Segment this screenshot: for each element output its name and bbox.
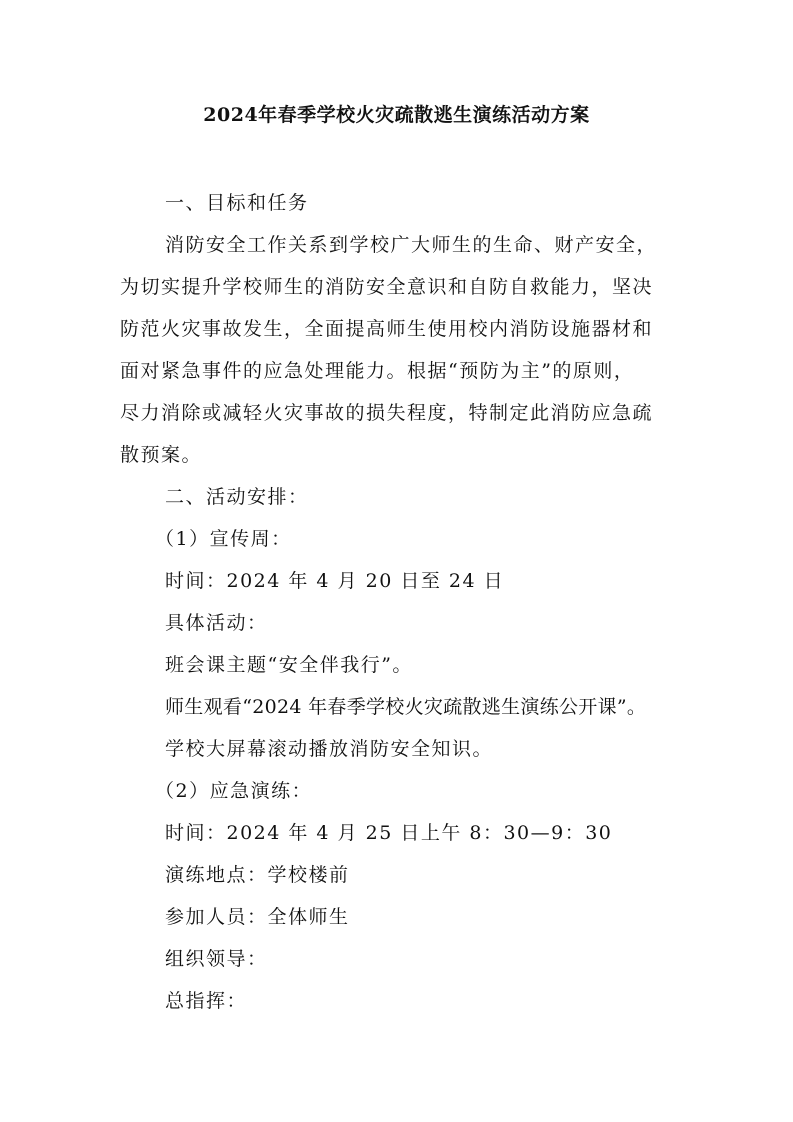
section-heading-goals: 一、目标和任务 (165, 192, 309, 214)
item-heading-promotion-week: （1）宣传周： (155, 528, 292, 550)
activity-item: 学校大屏幕滚动播放消防安全知识。 (165, 738, 494, 760)
item-heading-drill: （2）应急演练： (155, 780, 313, 802)
section-heading-schedule: 二、活动安排： (165, 486, 309, 508)
drill-location: 演练地点：学校楼前 (165, 864, 350, 886)
drill-participants: 参加人员：全体师生 (165, 906, 350, 928)
drill-time: 时间：2024 年 4 月 25 日上午 8：30—9：30 (165, 822, 613, 844)
paragraph-line: 尽力消除或减轻火灾事故的损失程度，特制定此消防应急疏 (120, 402, 654, 424)
paragraph-line: 面对紧急事件的应急处理能力。根据“预防为主”的原则， (120, 360, 635, 382)
drill-leaders: 组织领导： (165, 948, 268, 970)
document-title: 2024年春季学校火灾疏散逃生演练活动方案 (203, 104, 590, 126)
activity-item: 班会课主题“安全伴我行”。 (165, 654, 413, 676)
drill-commander: 总指挥： (165, 990, 248, 1012)
activity-item: 师生观看“2024 年春季学校火灾疏散逃生演练公开课”。 (165, 696, 647, 718)
paragraph-line: 为切实提升学校师生的消防安全意识和自防自救能力，坚决 (120, 276, 654, 298)
paragraph-line: 消防安全工作关系到学校广大师生的生命、财产安全， (165, 234, 658, 256)
promotion-time: 时间：2024 年 4 月 20 日至 24 日 (165, 570, 505, 592)
activities-label: 具体活动： (165, 612, 268, 634)
paragraph-line: 散预案。 (120, 444, 203, 466)
paragraph-line: 防范火灾事故发生，全面提高师生使用校内消防设施器材和 (120, 318, 654, 340)
